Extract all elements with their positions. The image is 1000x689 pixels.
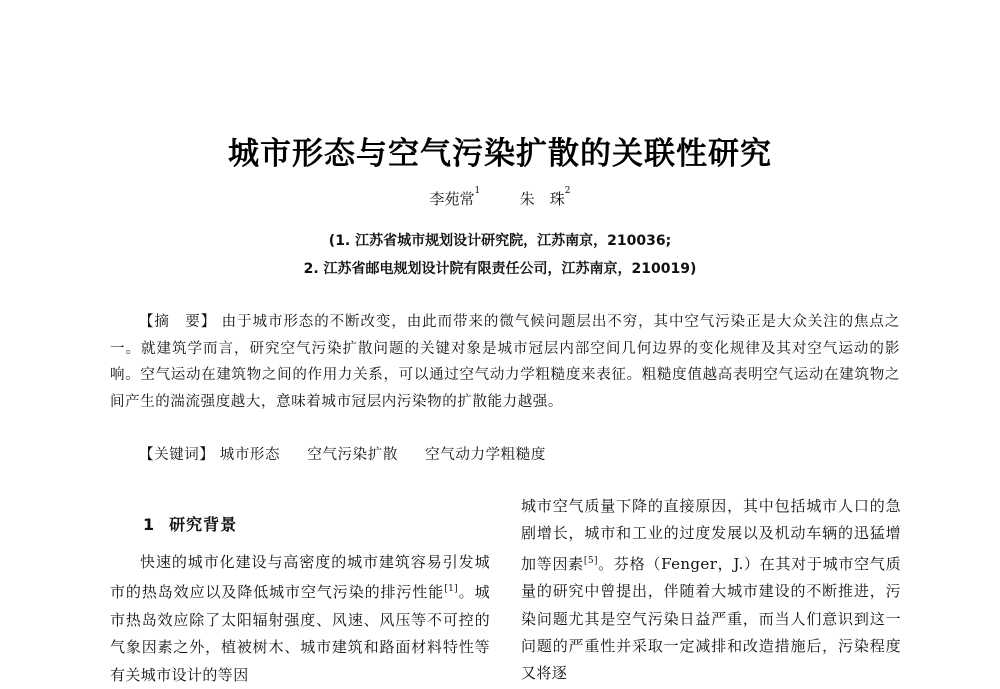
body-text: 城市空气质量下降的直接原因，其中包括城市人口的急剧增长，城市和工业的过度发展以及机动车辆的迅猛增加等因素 — [521, 497, 901, 573]
affiliation-line: (1. 江苏省城市规划设计研究院，江苏南京，210036; — [328, 233, 672, 249]
body-column-right — [521, 493, 901, 688]
author-superscript: 1 — [474, 186, 481, 196]
section-heading — [143, 512, 237, 535]
keyword: 空气污染扩散 — [307, 447, 398, 463]
section-number: 1 — [143, 515, 156, 534]
affiliation-line: 2. 江苏省邮电规划设计院有限责任公司，江苏南京，210019) — [303, 261, 697, 277]
citation-ref: [5] — [583, 555, 598, 566]
body-column-left — [110, 549, 490, 689]
keywords-label: 【关键词】 — [139, 447, 215, 463]
body-text: 快速的城市化建设与高密度的城市建筑容易引发城市的热岛效应以及降低城市空气污染的排污性能 — [110, 553, 490, 602]
body-text: 。城市热岛效应除了太阳辐射强度、风速、风压等不可控的气象因素之外，植被树木、城市建筑和路面材料特性等有关城市设计的等因 — [110, 583, 490, 684]
keywords — [110, 443, 900, 464]
keyword: 空气动力学粗糙度 — [425, 447, 546, 463]
author-list — [0, 188, 1000, 209]
author-name: 朱 珠 — [519, 190, 565, 208]
author-name: 李苑常 — [429, 190, 475, 208]
paper-title: 城市形态与空气污染扩散的关联性研究 — [228, 136, 772, 172]
citation-ref: [1] — [444, 584, 459, 595]
abstract — [110, 309, 900, 415]
author-superscript: 2 — [564, 186, 571, 196]
body-text: 。芬格（Fenger，J.）在其对于城市空气质量的研究中曾提出，伴随着大城市建设的不断推进，污染问题尤其是空气污染日益严重，而当人们意识到这一问题的严重性并采取一定减排和改造措施后，污染程度又将逐 — [521, 554, 901, 683]
abstract-text: 由于城市形态的不断改变，由此而带来的微气候问题层出不穷，其中空气污染正是大众关注的焦点之一。就建筑学而言，研究空气污染扩散问题的关键对象是城市冠层内部空间几何边界的变化规律及其对空气运动的影响。空气运动在建筑物之间的作用力关系，可以通过空气动力学粗糙度来表征。粗糙度值越高表明空气运动在建筑物之间产生的湍流强度越大，意味着城市冠层内污染物的扩散能力越强。 — [110, 314, 900, 410]
keyword: 城市形态 — [219, 447, 281, 463]
section-title: 研究背景 — [169, 515, 238, 534]
abstract-label: 【摘 要】 — [139, 314, 217, 330]
